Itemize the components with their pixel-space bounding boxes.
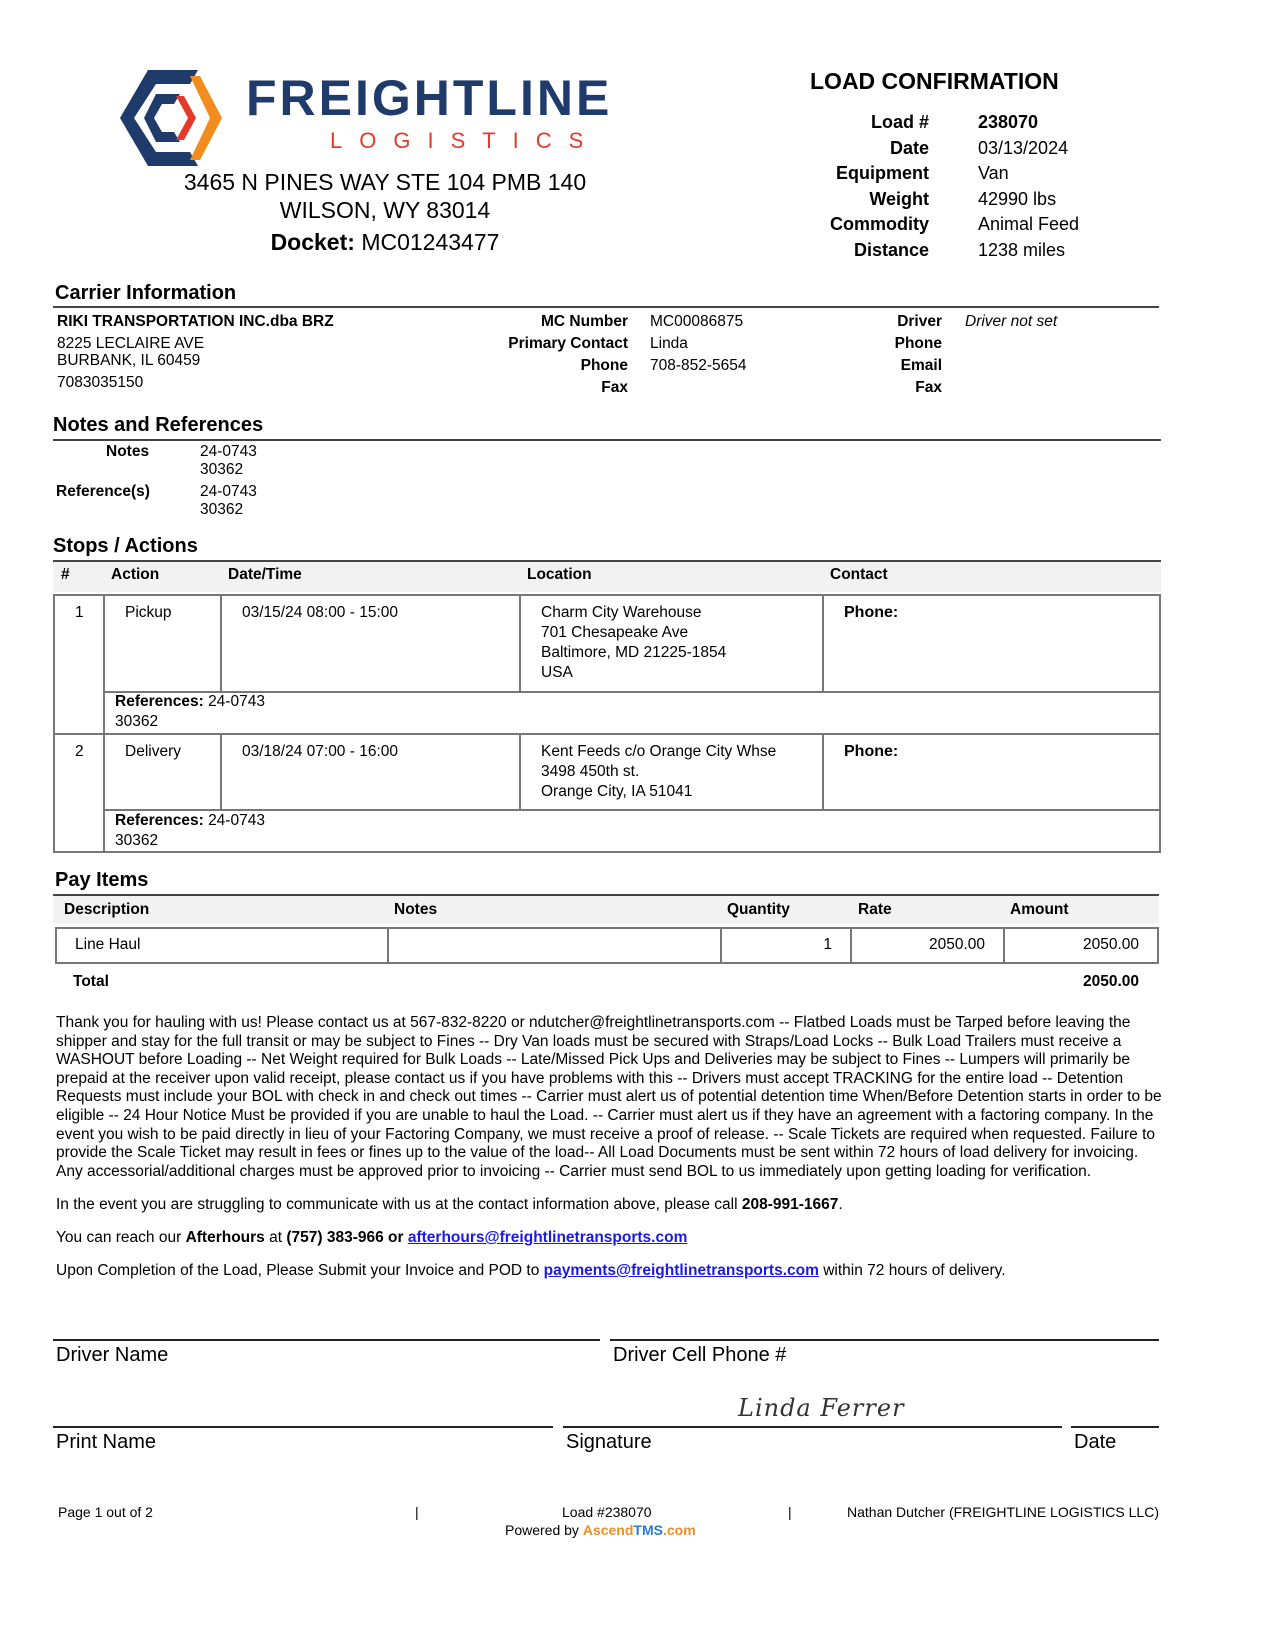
- terms-paragraph: Thank you for hauling with us! Please contact us at 567-832-8220 or ndutcher@freightlinetransports.com -- Flatbed Loads must be Tarped before leaving the shipper and stay for the full transit or may be subject to Fines -- Dry Van loads must be secured with Straps/Load Locks -- Bulk Load Trailers must receive a WASHOUT before Loading -- Net Weight required for Bulk Loads -- Late/Missed Pick Ups and Deliveries may be subject to Fines -- Lumpers will primarily be prepaid at the receiver upon valid receipt, please contact us if you have problems with this -- Drivers must accept TRACKING for the entire load -- Detention Requests must include your BOL with check in and check out times -- Carrier must alert us of potential detention time When/Before Detention starts in order to be eligible -- 24 Hour Notice Must be provided if you are unable to haul the Load. -- Carrier must alert us if they have an agreement with a factoring company. In the event you wish to be paid directly in lieu of your Factoring Company, we must receive a proof of release. -- Scale Tickets are required when requested. Failure to provide the Scale Ticket may result in fees or fines up to the value of the load-- All Load Documents must be sent within 72 hours of load delivery for invoicing. Any accessorial/additional charges must be approved prior to invoicing -- Carrier must send BOL to us immediately upon getting loading for verification.: [56, 1014, 1162, 1180]
- footer-page: Page 1 out of 2: [58, 1504, 153, 1520]
- print-name-line: [53, 1426, 553, 1428]
- stops-col-num: #: [61, 566, 70, 583]
- references-line1: 24-0743: [200, 483, 257, 500]
- confirmation-field-value: 1238 miles: [978, 239, 1066, 260]
- powered-brand-3: .com: [662, 1522, 696, 1538]
- confirmation-field-row: [790, 136, 1120, 162]
- divider: [53, 439, 1161, 441]
- stop-datetime: 03/15/24 08:00 - 15:00: [242, 604, 398, 621]
- stops-col-datetime: Date/Time: [228, 566, 302, 583]
- docket-value: MC01243477: [361, 229, 500, 255]
- powered-brand-2: TMS: [633, 1522, 663, 1538]
- address-line2: WILSON, WY 83014: [279, 197, 491, 223]
- notes-heading: Notes and References: [53, 414, 264, 436]
- load-confirmation-title: LOAD CONFIRMATION: [810, 68, 1059, 94]
- date-label: Date: [1074, 1431, 1117, 1453]
- carrier-address2: BURBANK, IL 60459: [57, 352, 201, 369]
- signature-line: [563, 1426, 1062, 1428]
- stop-datetime: 03/18/24 07:00 - 16:00: [242, 743, 398, 760]
- company-address: [120, 168, 650, 256]
- company-logo: [118, 66, 658, 170]
- afterhours-line: [56, 1229, 1162, 1248]
- stop-references-label: References:: [115, 693, 204, 710]
- divider: [53, 306, 1159, 308]
- driver-label: Driver: [897, 313, 942, 330]
- powered-by-label: Powered by: [505, 1522, 583, 1538]
- afterhours-pre: You can reach our: [56, 1229, 186, 1246]
- carrier-phone: 7083035150: [57, 374, 144, 391]
- pay-total-label: Total: [73, 973, 109, 990]
- stop-num: 2: [75, 743, 84, 760]
- confirmation-field-label: Distance: [853, 239, 929, 260]
- confirmation-field-row: [790, 212, 1120, 238]
- mc-value: MC00086875: [650, 313, 744, 330]
- struggle-end: .: [838, 1196, 843, 1213]
- stop-contact-label: Phone:: [844, 604, 899, 621]
- stop-location-line: Orange City, IA 51041: [541, 783, 693, 800]
- logo-name-top: FREIGHTLINE: [246, 70, 613, 126]
- pay-rate: 2050.00: [928, 936, 985, 953]
- stop-location-line: Baltimore, MD 21225-1854: [541, 644, 727, 661]
- stop-references-line2: 30362: [115, 832, 159, 849]
- notes-line1: 24-0743: [200, 443, 257, 460]
- carrier-info-heading: Carrier Information: [55, 282, 237, 304]
- confirmation-fields: [790, 110, 1120, 264]
- struggle-line: [56, 1196, 1162, 1215]
- pay-header-row: [53, 896, 1159, 924]
- footer-load: Load #238070: [562, 1504, 652, 1520]
- pay-col-description: Description: [64, 901, 150, 918]
- pay-amount: 2050.00: [1082, 936, 1139, 953]
- logo-name-bottom: LOGISTICS: [330, 128, 601, 153]
- footer-separator: |: [415, 1504, 419, 1520]
- docket-label: Docket:: [270, 229, 355, 255]
- confirmation-field-label: Weight: [869, 188, 929, 209]
- confirmation-field-value: 03/13/2024: [978, 137, 1069, 158]
- pay-description: Line Haul: [75, 936, 141, 953]
- footer-separator: |: [788, 1504, 792, 1520]
- confirmation-field-label: Load #: [870, 112, 929, 132]
- driver-name-label: Driver Name: [56, 1344, 169, 1366]
- phone-label: Phone: [580, 357, 628, 374]
- footer-owner: Nathan Dutcher (FREIGHTLINE LOGISTICS LLC): [847, 1504, 1159, 1520]
- driver-value: Driver not set: [965, 313, 1058, 330]
- stops-col-contact: Contact: [830, 566, 888, 583]
- hexagon-logo-icon: [118, 66, 238, 170]
- references-label: Reference(s): [56, 483, 150, 500]
- driver-name-line: [53, 1339, 600, 1341]
- pay-col-amount: Amount: [1010, 901, 1069, 918]
- driver-phone-label: Phone: [894, 335, 942, 352]
- driver-cell-label: Driver Cell Phone #: [613, 1344, 787, 1366]
- stop-references-label: References:: [115, 812, 204, 829]
- stop-location-line: Kent Feeds c/o Orange City Whse: [541, 743, 777, 760]
- driver-fax-label: Fax: [915, 379, 942, 396]
- confirmation-field-value: 238070: [978, 112, 1039, 132]
- stop-action: Pickup: [125, 604, 172, 621]
- stop-action: Delivery: [125, 743, 181, 760]
- stop-location-line: Charm City Warehouse: [541, 604, 702, 621]
- confirmation-field-label: Date: [889, 137, 929, 158]
- mc-label: MC Number: [541, 313, 628, 330]
- payments-email-link[interactable]: payments@freightlinetransports.com: [543, 1262, 819, 1279]
- stop-num: 1: [75, 604, 84, 621]
- carrier-address1: 8225 LECLAIRE AVE: [57, 335, 205, 352]
- confirmation-field-label: Commodity: [830, 214, 929, 235]
- stop-references-line1: 24-0743: [208, 693, 265, 710]
- address-line1: 3465 N PINES WAY STE 104 PMB 140: [183, 169, 587, 195]
- confirmation-field-row: [790, 110, 1120, 136]
- stop-location-line: 3498 450th st.: [541, 763, 640, 780]
- pay-notes-cell: [387, 927, 722, 964]
- stops-col-action: Action: [111, 566, 160, 583]
- references-line2: 30362: [200, 501, 244, 518]
- fax-label: Fax: [601, 379, 628, 396]
- confirmation-field-value: 42990 lbs: [978, 188, 1057, 209]
- stop-location-line: 701 Chesapeake Ave: [541, 624, 689, 641]
- pay-total-value: 2050.00: [1082, 973, 1139, 990]
- phone-value: 708-852-5654: [650, 357, 747, 374]
- struggle-text: In the event you are struggling to communicate with us at the contact information above, please call: [56, 1196, 742, 1213]
- pay-items-heading: Pay Items: [55, 869, 149, 891]
- docket: [120, 228, 650, 256]
- confirmation-field-value: Animal Feed: [978, 214, 1080, 235]
- confirmation-field-value: Van: [978, 163, 1009, 184]
- notes-line2: 30362: [200, 461, 244, 478]
- struggle-phone: 208-991-1667: [741, 1196, 839, 1213]
- contact-value: Linda: [650, 335, 688, 352]
- pod-post: within 72 hours of delivery.: [818, 1262, 1006, 1279]
- powered-by: [505, 1522, 696, 1538]
- stop-location-line: USA: [541, 664, 573, 681]
- pay-col-rate: Rate: [858, 901, 892, 918]
- pay-col-notes: Notes: [394, 901, 438, 918]
- pod-line: [56, 1262, 1162, 1281]
- stops-heading: Stops / Actions: [53, 535, 198, 557]
- print-name-label: Print Name: [56, 1431, 157, 1453]
- stop-references: [115, 693, 265, 711]
- confirmation-field-row: [790, 238, 1120, 264]
- stop-references-line2: 30362: [115, 713, 159, 730]
- carrier-name: RIKI TRANSPORTATION INC.dba BRZ: [57, 313, 334, 330]
- date-line: [1071, 1426, 1159, 1428]
- afterhours-mid: at: [264, 1229, 287, 1246]
- stops-col-location: Location: [527, 566, 592, 583]
- pay-col-quantity: Quantity: [727, 901, 790, 918]
- confirmation-field-row: [790, 187, 1120, 213]
- afterhours-label: Afterhours: [185, 1229, 265, 1246]
- contact-label: Primary Contact: [508, 335, 628, 352]
- driver-cell-line: [610, 1339, 1159, 1341]
- pod-pre: Upon Completion of the Load, Please Submit your Invoice and POD to: [56, 1262, 544, 1279]
- stop-references-line1: 24-0743: [208, 812, 265, 829]
- afterhours-email-link[interactable]: afterhours@freightlinetransports.com: [407, 1229, 688, 1246]
- powered-brand-1: Ascend: [582, 1522, 634, 1538]
- stops-header-row: [53, 562, 1161, 592]
- stop-contact-label: Phone:: [844, 743, 899, 760]
- stop-references: [115, 812, 265, 830]
- signature-label: Signature: [566, 1431, 652, 1453]
- handwritten-signature: Linda Ferrer: [738, 1394, 905, 1422]
- confirmation-field-row: [790, 161, 1120, 187]
- notes-label: Notes: [106, 443, 150, 460]
- afterhours-phone: (757) 383-966 or: [286, 1229, 404, 1246]
- confirmation-field-label: Equipment: [836, 163, 929, 184]
- driver-email-label: Email: [900, 357, 942, 374]
- pay-quantity: 1: [823, 936, 832, 953]
